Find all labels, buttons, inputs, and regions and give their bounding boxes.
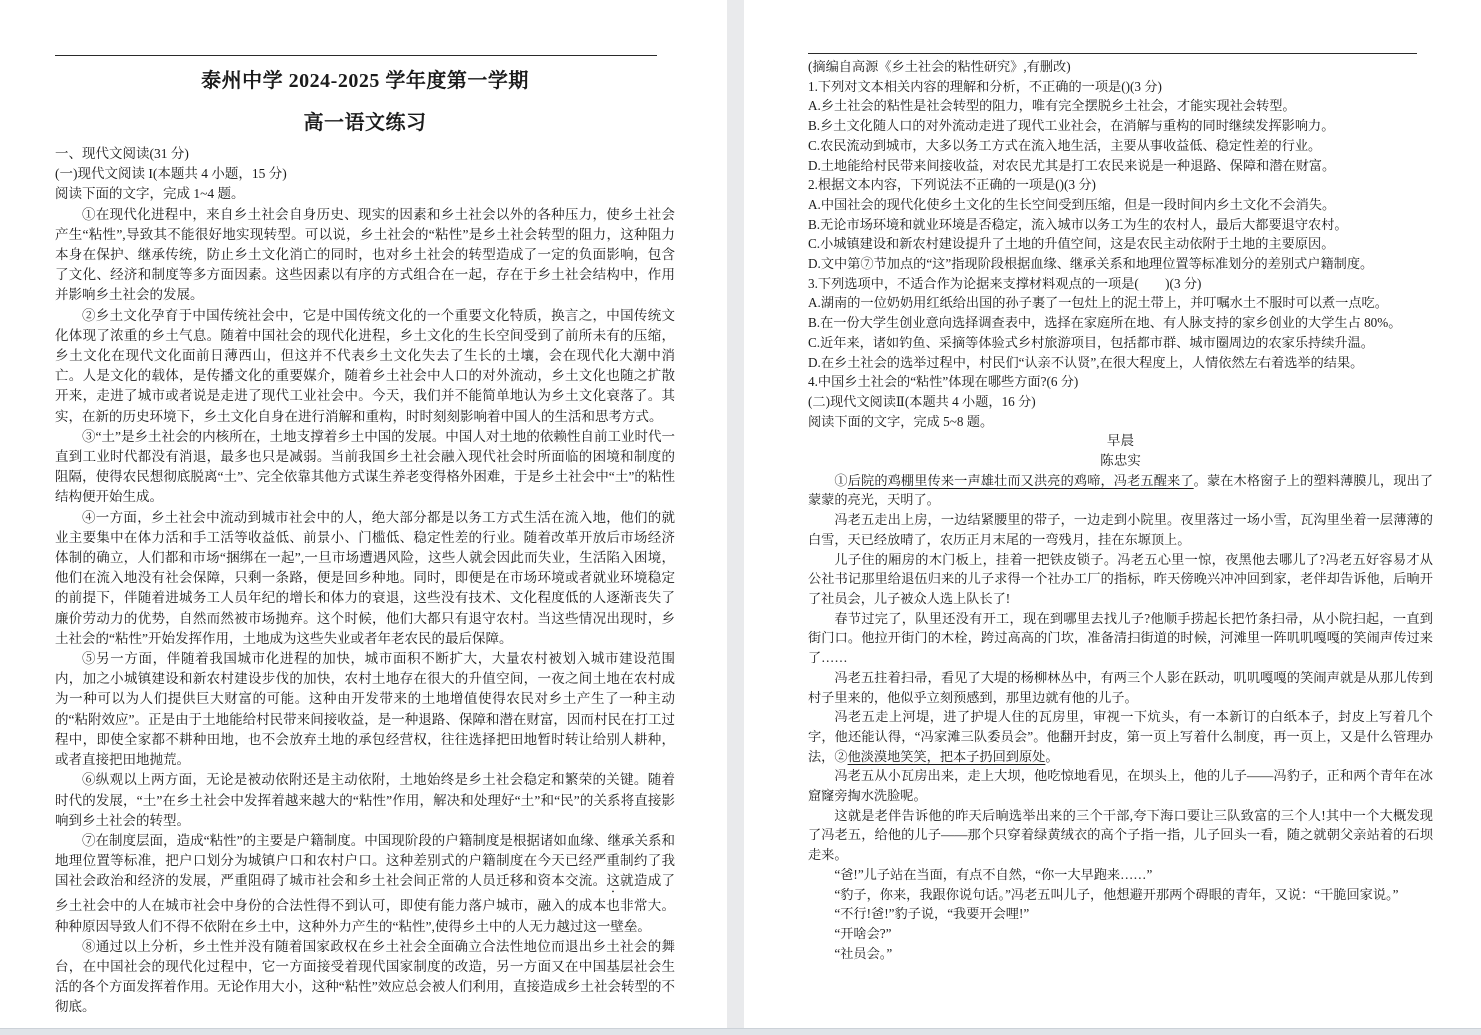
question-line: 1.下列对文本相关内容的理解和分析，不正确的一项是()(3 分) bbox=[808, 78, 1162, 94]
question-line: 阅读下面的文字，完成 5~8 题。 bbox=[808, 413, 994, 429]
page-gap-divider bbox=[727, 0, 744, 1035]
source-note: (摘编自高源《乡土社会的粘性研究》,有删改) bbox=[808, 59, 1071, 74]
text-segment: 冯老五拄着扫帚，看见了大堤的杨柳林丛中，有两三个人影在跃动，叽叽嘎嘎的笑闹声就是从那儿传到村子里来的，他似乎立刻预感到，那里边就有他的儿子。 bbox=[808, 669, 1433, 705]
question-list bbox=[808, 77, 1433, 432]
passage-paragraph bbox=[55, 427, 675, 508]
story-paragraph bbox=[808, 550, 1433, 609]
section-header-line: 一、现代文阅读(31 分) bbox=[55, 146, 189, 161]
story-paragraph bbox=[808, 885, 1433, 905]
text-segment: 春节过完了，队里还没有开工，现在到哪里去找儿子?他顺手捞起长把竹条扫帚，从小院扫起，一直到街门口。他拉开街门的木栓，跨过高高的门坎，准备清扫街道的时候，河滩里一阵叽叽嘎嘎的笑闹声传过来了…… bbox=[808, 610, 1433, 666]
text-segment: ④一方面，乡土社会中流动到城市社会中的人，绝大部分都是以务工方式生活在流入地，他们的就业主要集中在体力活和手工活等收益低、前景小、门槛低、稳定性差的行业。随着改革开放后市场经济体制的确立，人们都和市场“捆绑在一起”,一旦市场遭遇风险，这些人就会因此而失业，生活陷入困境，他们在流入地没有社会保障，只剩一条路，便是回乡种地。同时，即便是在市场环境或者就业环境稳定的前提下，伴随着进城务工人员年纪的增长和体力的衰退，这些没有技术、文化程度低的人逐渐丧失了廉价劳动力的优势，自然而然被市场抛弃。这个时候，他们大都只有退守农村。当这些情况出现时，乡土社会的“粘性”开始发挥作用，土地成为这些失业或者年老农民的最后保障。 bbox=[55, 509, 675, 646]
question-line: B.乡土文化随人口的对外流动走进了现代工业社会，在消解与重构的同时继续发挥影响力。 bbox=[808, 118, 1335, 134]
section-headers bbox=[55, 144, 675, 205]
question-line: 4.中国乡土社会的“粘性”体现在哪些方面?(6 分) bbox=[808, 374, 1079, 390]
story-paragraph bbox=[808, 471, 1433, 510]
section-header-line: (一)现代文阅读 I(本题共 4 小题，15 分) bbox=[55, 166, 287, 182]
story-paragraph bbox=[808, 609, 1433, 668]
question-line: A.中国社会的现代化使乡土文化的生长空间受到压缩，但是一段时间内乡土文化不会消失。 bbox=[808, 196, 1336, 212]
passage-paragraph bbox=[55, 770, 675, 831]
question-line: D.土地能给村民带来间接收益，对农民尤其是打工农民来说是一种退路、保障和潜在财富。 bbox=[808, 157, 1336, 173]
question-line: D.文中第⑦节加点的“这”指现阶段根据血缘、继承关系和地理位置等标准划分的差别式户籍制度。 bbox=[808, 256, 1374, 272]
question-line: (二)现代文阅读Ⅱ(本题共 4 小题，16 分) bbox=[808, 393, 1036, 409]
top-rule-right bbox=[808, 53, 1417, 54]
emdot-text: 这 bbox=[606, 873, 621, 889]
text-segment: 儿子住的厢房的木门板上，挂着一把铁皮锁子。冯老五心里一惊，夜黑他去哪儿了?冯老五好容易才从公社书记那里给退伍归来的儿子求得一个社办工厂的指标，昨天傍晚兴冲冲回到家，老伴却告诉他，后晌开了社员会，儿子被众人选上队长了! bbox=[808, 551, 1433, 606]
text-segment: 冯老五走上河堤，进了护堤人住的瓦房里，审视一下炕头，有一本新订的白纸本子，封皮上写着几个字，他还能认得，“冯家滩三队委员会”。他翻开封皮，第一页上写着什么制度，再一页上，又是什么管理办法，② bbox=[808, 709, 1433, 764]
text-segment: ⑧通过以上分析，乡土性并没有随着国家政权在乡土社会全面确立合法性地位而退出乡土社会的舞台，在中国社会的现代化过程中，它一方面接受着现代国家制度的改造，另一方面又在中国基层社会生活的各个方面发挥着作用。无论作用大小，这种“粘性”效应总会被人们利用，直接造成乡土社会转型的不彻底。 bbox=[55, 938, 675, 1015]
passage-paragraph bbox=[55, 831, 675, 937]
passage-paragraph bbox=[55, 508, 675, 649]
question-line: B.无论市场环境和就业环境是否稳定，流入城市以务工为生的农村人，最后大都要退守农村。 bbox=[808, 216, 1348, 232]
story-paragraph bbox=[808, 924, 1433, 944]
story-paragraph bbox=[808, 865, 1433, 885]
passage-paragraph bbox=[55, 205, 675, 306]
text-segment: “开啥会?” bbox=[834, 925, 892, 941]
question-line: C.农民流动到城市，大多以务工方式在流入地生活，主要从事收益低、稳定性差的行业。 bbox=[808, 137, 1322, 153]
reading-passage-1 bbox=[55, 205, 675, 1018]
reading-passage-2 bbox=[808, 471, 1433, 964]
story-paragraph bbox=[808, 707, 1433, 766]
passage-paragraph bbox=[55, 306, 675, 427]
question-line: D.在乡土社会的选举过程中，村民们“认亲不认贤”,在很大程度上，人情依然左右着选举的结果。 bbox=[808, 354, 1364, 370]
text-segment: ①在现代化进程中，来自乡土社会自身历史、现实的因素和乡土社会以外的各种压力，使乡土社会产生“粘性”,导致其不能很好地实现转型。可以说，乡土社会的“粘性”是乡土社会转型的阻力，这种阻力本身在保护、继承传统，防止乡土文化消亡的同时，也对乡土社会的转型造成了一定的负面影响，包含了文化、经济和制度等多方面因素。这些因素以有序的方式组合在一起，存在于乡土社会结构中，作用并影响乡土社会的发展。 bbox=[55, 206, 675, 303]
underline-text: 后院的鸡棚里传来一声雄壮而又洪亮的鸡啼，冯老五醒来了 bbox=[847, 472, 1194, 488]
text-segment: “不行!爸!”豹子说，“我要开会哩!” bbox=[834, 906, 1030, 922]
text-segment: ① bbox=[834, 472, 848, 488]
story-paragraph bbox=[808, 766, 1433, 805]
question-line: B.在一份大学生创业意向选择调查表中，选择在家庭所在地、有人脉支持的家乡创业的大学生占 80%。 bbox=[808, 315, 1402, 331]
text-segment: ③“土”是乡土社会的内核所在，土地支撑着乡土中国的发展。中国人对土地的依赖性自前工业时代一直到工业时代都没有消退，最多也只是减弱。当前我国乡土社会融入现代社会时所面临的困境和制度的阻隔，使得农民想彻底脱离“土”、完全依靠其他方式谋生养老变得格外困难，于是乡土社会中“土”的粘性结构便开始生成。 bbox=[55, 428, 675, 505]
story-title: 早晨 bbox=[1106, 433, 1135, 449]
text-segment: ⑥纵观以上两方面，无论是被动依附还是主动依附，土地始终是乡土社会稳定和繁荣的关键。随着时代的发展，“土”在乡土社会中发挥着越来越大的“粘性”作用，解决和处理好“土”和“民”的关系将直接影响到乡土社会的转型。 bbox=[55, 772, 675, 828]
passage-paragraph bbox=[55, 649, 675, 770]
text-segment: ⑤另一方面，伴随着我国城市化进程的加快，城市面积不断扩大，大量农村被划入城市建设范围内，加之小城镇建设和新农村建设步伐的加快，农村土地存在很大的升值空间，一夜之间土地在农村成为一种可以为人们提供巨大财富的可能。这种由开发带来的土地增值使得农民对乡土产生了一种主动的“粘附效应”。正是由于土地能给村民带来间接收益，是一种退路、保障和潜在财富，因而村民在打工过程中，即使全家都不耕种田地，也不会放弃土地的承包经营权，往往选择把田地暂时转让给别人耕种，或者直接把田地抛荒。 bbox=[55, 651, 675, 768]
text-segment: ②乡土文化孕育于中国传统社会中，它是中国传统文化的一个重要文化特质，换言之，中国传统文化体现了浓重的乡土气息。随着中国社会的现代化进程，乡土文化的生长空间受到了前所未有的压缩，乡土文化在现代文化面前日薄西山，但这并不代表乡土文化失去了生长的土壤，会在现代化大潮中消亡。人是文化的载体，是传播文化的重要媒介，随着乡土社会中人口的对外流动，乡土文化也随之扩散开来，走进了城市或者说是走进了现代工业社会中。今天，我们并不能简单地认为乡土文化衰落了。其实，在新的历史环境下，乡土文化自身在进行消解和重构，时时刻刻影响着中国人的生活和思考方式。 bbox=[55, 307, 675, 424]
text-segment: “社员会。” bbox=[834, 945, 893, 961]
question-line: 3.下列选项中，不适合作为论据来支撑材料观点的一项是( )(3 分) bbox=[808, 275, 1202, 291]
question-line: 2.根据文本内容，下列说法不正确的一项是()(3 分) bbox=[808, 177, 1096, 193]
underline-text: 他淡漠地笑笑，把本子扔回到原处 bbox=[847, 748, 1046, 764]
question-line: A.乡土社会的粘性是社会转型的阻力，唯有完全摆脱乡土社会，才能实现社会转型。 bbox=[808, 98, 1296, 114]
doc-title: 泰州中学 2024-2025 学年度第一学期 bbox=[201, 70, 529, 92]
text-segment: 就造成了乡土社会中的人在城市社会中身份的合法性得不到认可，即使有能力落户城市，融入的成本也非常大。种种原因导致人们不得不依附在乡土中，这种外力产生的“粘性”,使得乡土中的人无力越过这一壁垒。 bbox=[55, 873, 676, 934]
text-segment: ⑦在制度层面，造成“粘性”的主要是户籍制度。中国现阶段的户籍制度是根据诸如血缘、继承关系和地理位置等标准，把户口划分为城镇户口和农村户口。这种差别式的户籍制度在今天已经严重制约了我国社会政治和经济的发展，严重阻碍了城市社会和乡土社会间正常的人员迁移和资本交流。 bbox=[55, 832, 675, 889]
story-paragraph bbox=[808, 904, 1433, 924]
text-segment: 这就是老伴告诉他的昨天后晌选举出来的三个干部,夸下海口要让三队致富的三个人!其中一个大概发现了冯老五，给他的儿子——那个只穿着绿黄绒衣的高个子指一指，儿子回头一看，随之就朝父亲站着的石坝走来。 bbox=[808, 807, 1433, 863]
story-paragraph bbox=[808, 668, 1433, 707]
page-left bbox=[55, 0, 675, 1018]
story-paragraph bbox=[808, 944, 1433, 964]
top-rule-left bbox=[55, 55, 657, 56]
question-line: C.小城镇建设和新农村建设提升了土地的升值空间，这是农民主动依附于土地的主要原因。 bbox=[808, 236, 1335, 252]
text-segment: 。蒙在木格窗子上的塑料薄膜儿，现出了蒙蒙的亮光，天明了。 bbox=[808, 472, 1434, 508]
doc-subtitle: 高一语文练习 bbox=[303, 112, 427, 134]
story-author: 陈忠实 bbox=[1100, 453, 1141, 469]
text-segment: 冯老五从小瓦房出来，走上大坝，他吃惊地看见，在坝头上，他的儿子——冯豹子，正和两个青年在冰窟窿旁掏水洗脸呢。 bbox=[808, 768, 1433, 804]
passage-paragraph bbox=[55, 937, 675, 1018]
window-bottom-bar bbox=[0, 1028, 1481, 1035]
question-line: A.湖南的一位奶奶用红纸给出国的孙子裹了一包灶上的泥土带上，并叮嘱水土不服时可以煮一点吃。 bbox=[808, 295, 1388, 311]
section-header-line: 阅读下面的文字，完成 1~4 题。 bbox=[55, 186, 245, 202]
question-line: C.近年来，诸如钓鱼、采摘等体验式乡村旅游项目，包括都市群、城市圈周边的农家乐持续升温。 bbox=[808, 334, 1374, 350]
text-segment: “爸!”儿子站在当面，有点不自然，“你一大早跑来……” bbox=[834, 866, 1153, 882]
text-segment: 冯老五走出上房，一边结紧腰里的带子，一边走到小院里。夜里落过一场小雪，瓦沟里坐着一层薄薄的白雪，天已经放晴了，农历正月末尾的一弯残月，挂在东塬顶上。 bbox=[808, 512, 1433, 547]
story-paragraph bbox=[808, 510, 1433, 549]
page-right bbox=[808, 0, 1433, 963]
story-paragraph bbox=[808, 806, 1433, 865]
text-segment: “豹子，你来，我跟你说句话。”冯老五叫儿子，他想避开那两个碍眼的青年，又说：“干脆回家说。” bbox=[834, 886, 1399, 902]
text-segment: 。 bbox=[1045, 748, 1059, 764]
